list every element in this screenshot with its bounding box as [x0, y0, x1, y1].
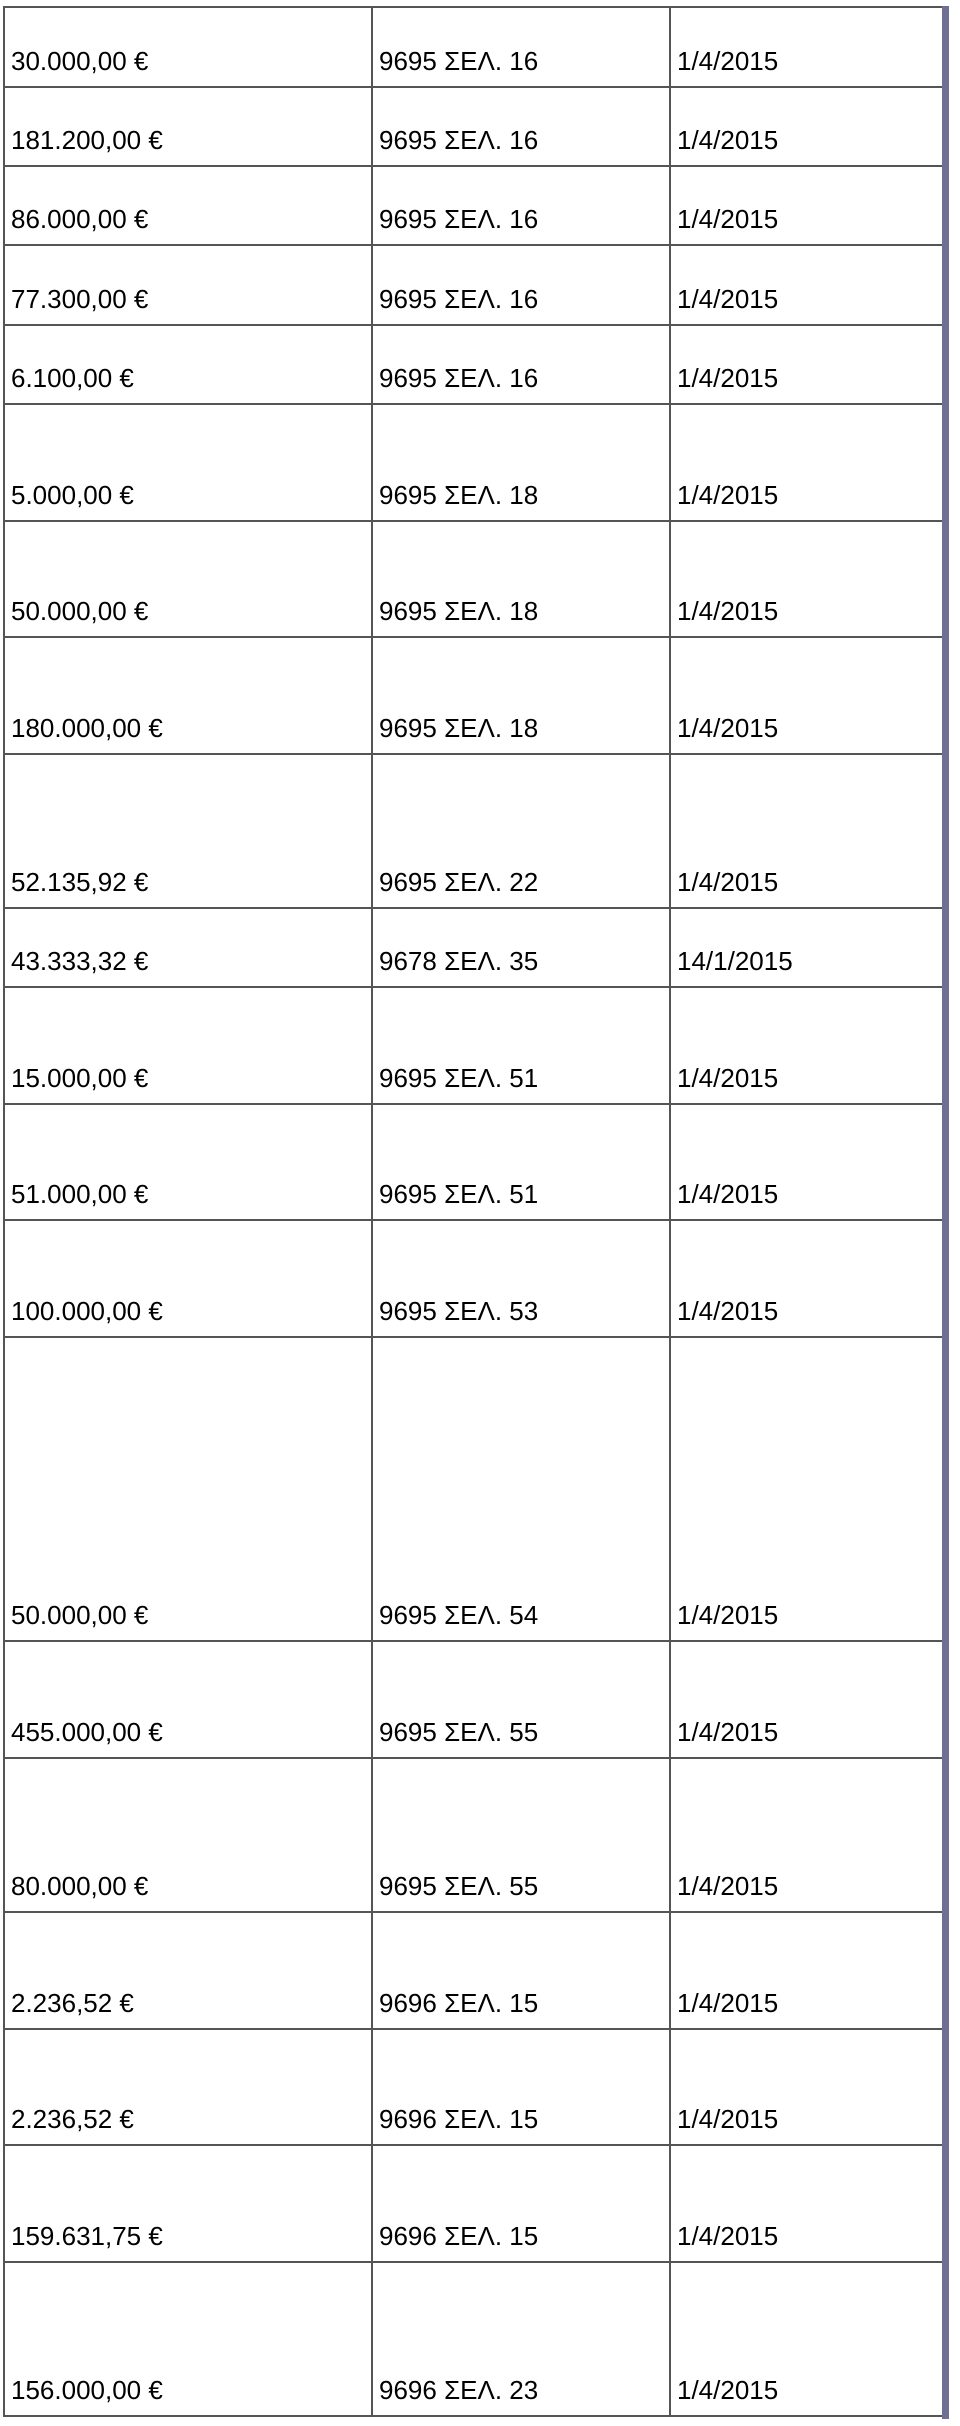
reference-cell: 9695 ΣΕΛ. 54: [372, 1337, 670, 1641]
table-row: [4, 1912, 947, 2029]
reference-cell: 9695 ΣΕΛ. 51: [372, 987, 670, 1104]
table-row: [4, 1641, 947, 1758]
date-cell: 1/4/2015: [670, 1641, 947, 1758]
reference-cell: 9695 ΣΕΛ. 18: [372, 637, 670, 754]
reference-cell: 9695 ΣΕΛ. 16: [372, 325, 670, 404]
amount-cell: 5.000,00 €: [4, 404, 372, 521]
table-row: [4, 7, 947, 87]
date-cell: 1/4/2015: [670, 1912, 947, 2029]
amount-cell: 50.000,00 €: [4, 521, 372, 637]
amount-cell: 86.000,00 €: [4, 166, 372, 245]
table-row: [4, 521, 947, 637]
amount-cell: 455.000,00 €: [4, 1641, 372, 1758]
amount-cell: 100.000,00 €: [4, 1220, 372, 1337]
reference-cell: 9696 ΣΕΛ. 15: [372, 1912, 670, 2029]
date-cell: 1/4/2015: [670, 637, 947, 754]
amount-cell: 180.000,00 €: [4, 637, 372, 754]
date-cell: 1/4/2015: [670, 754, 947, 908]
reference-cell: 9695 ΣΕΛ. 16: [372, 87, 670, 166]
amount-cell: 50.000,00 €: [4, 1337, 372, 1641]
table-row: [4, 404, 947, 521]
date-cell: 1/4/2015: [670, 325, 947, 404]
amount-cell: 15.000,00 €: [4, 987, 372, 1104]
amount-cell: 159.631,75 €: [4, 2145, 372, 2262]
date-cell: 1/4/2015: [670, 987, 947, 1104]
table-row: [4, 2145, 947, 2262]
reference-cell: 9695 ΣΕΛ. 16: [372, 245, 670, 325]
table-row: [4, 987, 947, 1104]
table-row: [4, 1758, 947, 1912]
table-row: [4, 2262, 947, 2416]
amount-cell: 156.000,00 €: [4, 2262, 372, 2416]
amount-cell: 80.000,00 €: [4, 1758, 372, 1912]
reference-cell: 9695 ΣΕΛ. 18: [372, 521, 670, 637]
reference-cell: 9696 ΣΕΛ. 15: [372, 2029, 670, 2145]
table-row: [4, 2029, 947, 2145]
reference-cell: 9695 ΣΕΛ. 55: [372, 1758, 670, 1912]
date-cell: 1/4/2015: [670, 1758, 947, 1912]
amount-cell: 181.200,00 €: [4, 87, 372, 166]
table-row: [4, 637, 947, 754]
reference-cell: 9678 ΣΕΛ. 35: [372, 908, 670, 987]
date-cell: 1/4/2015: [670, 404, 947, 521]
date-cell: 1/4/2015: [670, 1337, 947, 1641]
reference-cell: 9695 ΣΕΛ. 16: [372, 7, 670, 87]
date-cell: 1/4/2015: [670, 521, 947, 637]
table-row: [4, 1337, 947, 1641]
date-cell: 1/4/2015: [670, 87, 947, 166]
table-row: [4, 245, 947, 325]
table-row: [4, 87, 947, 166]
amount-cell: 30.000,00 €: [4, 7, 372, 87]
payments-table: [3, 6, 948, 2417]
reference-cell: 9695 ΣΕΛ. 51: [372, 1104, 670, 1220]
reference-cell: 9695 ΣΕΛ. 16: [372, 166, 670, 245]
date-cell: 1/4/2015: [670, 1220, 947, 1337]
amount-cell: 43.333,32 €: [4, 908, 372, 987]
page-edge-bar: [942, 6, 949, 2419]
reference-cell: 9695 ΣΕΛ. 22: [372, 754, 670, 908]
date-cell: 1/4/2015: [670, 245, 947, 325]
reference-cell: 9696 ΣΕΛ. 15: [372, 2145, 670, 2262]
table-row: [4, 1220, 947, 1337]
amount-cell: 77.300,00 €: [4, 245, 372, 325]
reference-cell: 9695 ΣΕΛ. 18: [372, 404, 670, 521]
date-cell: 1/4/2015: [670, 2029, 947, 2145]
table-row: [4, 166, 947, 245]
date-cell: 1/4/2015: [670, 2145, 947, 2262]
table-container: [3, 6, 943, 2417]
amount-cell: 2.236,52 €: [4, 1912, 372, 2029]
date-cell: 1/4/2015: [670, 2262, 947, 2416]
table-row: [4, 754, 947, 908]
amount-cell: 52.135,92 €: [4, 754, 372, 908]
date-cell: 14/1/2015: [670, 908, 947, 987]
reference-cell: 9695 ΣΕΛ. 55: [372, 1641, 670, 1758]
reference-cell: 9696 ΣΕΛ. 23: [372, 2262, 670, 2416]
date-cell: 1/4/2015: [670, 7, 947, 87]
date-cell: 1/4/2015: [670, 1104, 947, 1220]
amount-cell: 2.236,52 €: [4, 2029, 372, 2145]
amount-cell: 6.100,00 €: [4, 325, 372, 404]
reference-cell: 9695 ΣΕΛ. 53: [372, 1220, 670, 1337]
date-cell: 1/4/2015: [670, 166, 947, 245]
table-row: [4, 325, 947, 404]
amount-cell: 51.000,00 €: [4, 1104, 372, 1220]
table-row: [4, 1104, 947, 1220]
table-row: [4, 908, 947, 987]
